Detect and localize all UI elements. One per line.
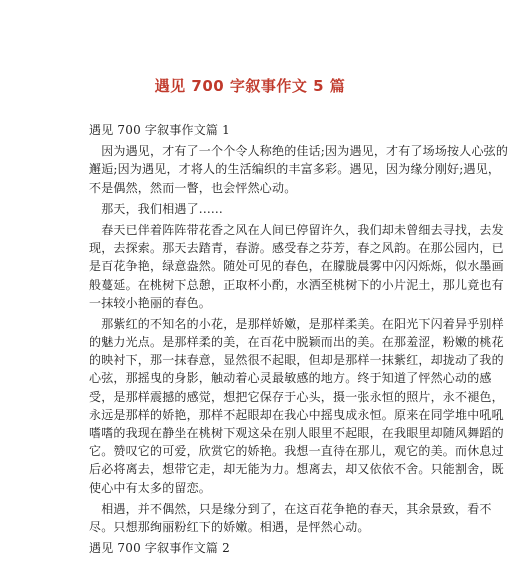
text-line: 那天，我们相遇了...... xyxy=(89,201,223,216)
paragraph-2 xyxy=(89,200,411,218)
text-line: 邂逅;因为遇见，才将人的生活编织的丰富多彩。遇见，因为缘分刚好;遇见， xyxy=(89,162,501,177)
text-line: 尽。只想那绚丽粉红下的娇嫩。相遇，是怦然心动。 xyxy=(89,519,370,534)
text-line: 永远是那样的娇艳，那样不起眼却在我心中摇曳成永恒。原来在同学堆中吼吼 xyxy=(89,407,504,422)
text-line: 那紫红的不知名的小花，是那样娇嫩，是那样柔美。在阳光下闪着异乎别样 xyxy=(89,316,504,331)
text-line: 它。赞叹它的可爱，欣赏它的娇艳。我想一直待在那儿，观它的美。而休息过 xyxy=(89,444,504,459)
text-line: 心弦，那摇曳的身影，触动着心灵最敏感的地方。终于知道了怦然心动的感 xyxy=(89,371,492,386)
text-line: 遇见 700 字叙事作文篇 2 xyxy=(89,541,230,556)
section-heading-1 xyxy=(89,121,411,139)
section-heading-2 xyxy=(89,539,411,557)
paragraph-3 xyxy=(89,221,504,312)
document-body xyxy=(89,121,508,557)
text-line: 受，是那样震撼的感觉，想把它保存于心头，摄一张永恒的照片，永不褪色， xyxy=(89,389,504,404)
text-line: 一抹较小艳丽的春色。 xyxy=(89,295,212,310)
paragraph-4 xyxy=(89,315,504,497)
text-line: 遇见 700 字叙事作文篇 1 xyxy=(89,123,230,137)
paragraph-5 xyxy=(89,500,492,536)
text-line: 使心中有太多的留恋。 xyxy=(89,480,212,495)
paragraph-1 xyxy=(89,142,508,197)
text-line: 是百花争艳，绿意盎然。随处可见的春色，在朦胧晨雾中闪闪烁烁，似水墨画 xyxy=(89,259,504,274)
text-line: 不是偶然，然而一瞥，也会怦然心动。 xyxy=(89,180,297,195)
document-title: 遇见 700 字叙事作文 5 篇 xyxy=(154,77,346,95)
text-line: 的映衬下，那一抹春意，显然很不起眼，但却是那样一抹紫红，却拢动了我的 xyxy=(89,353,504,368)
text-line: 后必将离去，想带它走，却无能为力。想离去，却又依依不舍。只能割舍，既 xyxy=(89,462,504,477)
text-line: 现，去探索。那天去踏青，春游。感受春之芬芳，春之风韵。在那公园内，已 xyxy=(89,241,504,256)
text-line: 春天已伴着阵阵带花香之风在人间已停留许久，我们却未曾细去寻找，去发 xyxy=(89,222,504,237)
text-line: 嗜嗜的我现在静坐在桃树下观这朵在别人眼里不起眼，在我眼里却随风舞蹈的 xyxy=(89,426,504,440)
text-line: 因为遇见，才有了一个个令人称绝的佳话;因为遇见，才有了场场按人心弦的 xyxy=(89,144,508,159)
text-line: 相遇，并不偶然，只是缘分到了，在这百花争艳的春天，其余景致，看不 xyxy=(89,501,492,516)
text-line: 的魅力光点。是那样柔的美，在百花中脱颖而出的美。在那羞涩，粉嫩的桃花 xyxy=(89,335,504,350)
text-line: 般蔓延。在桃树下总憩，正取杯小酌，水洒至桃树下的小片泥土，那儿竟也有 xyxy=(89,277,504,292)
